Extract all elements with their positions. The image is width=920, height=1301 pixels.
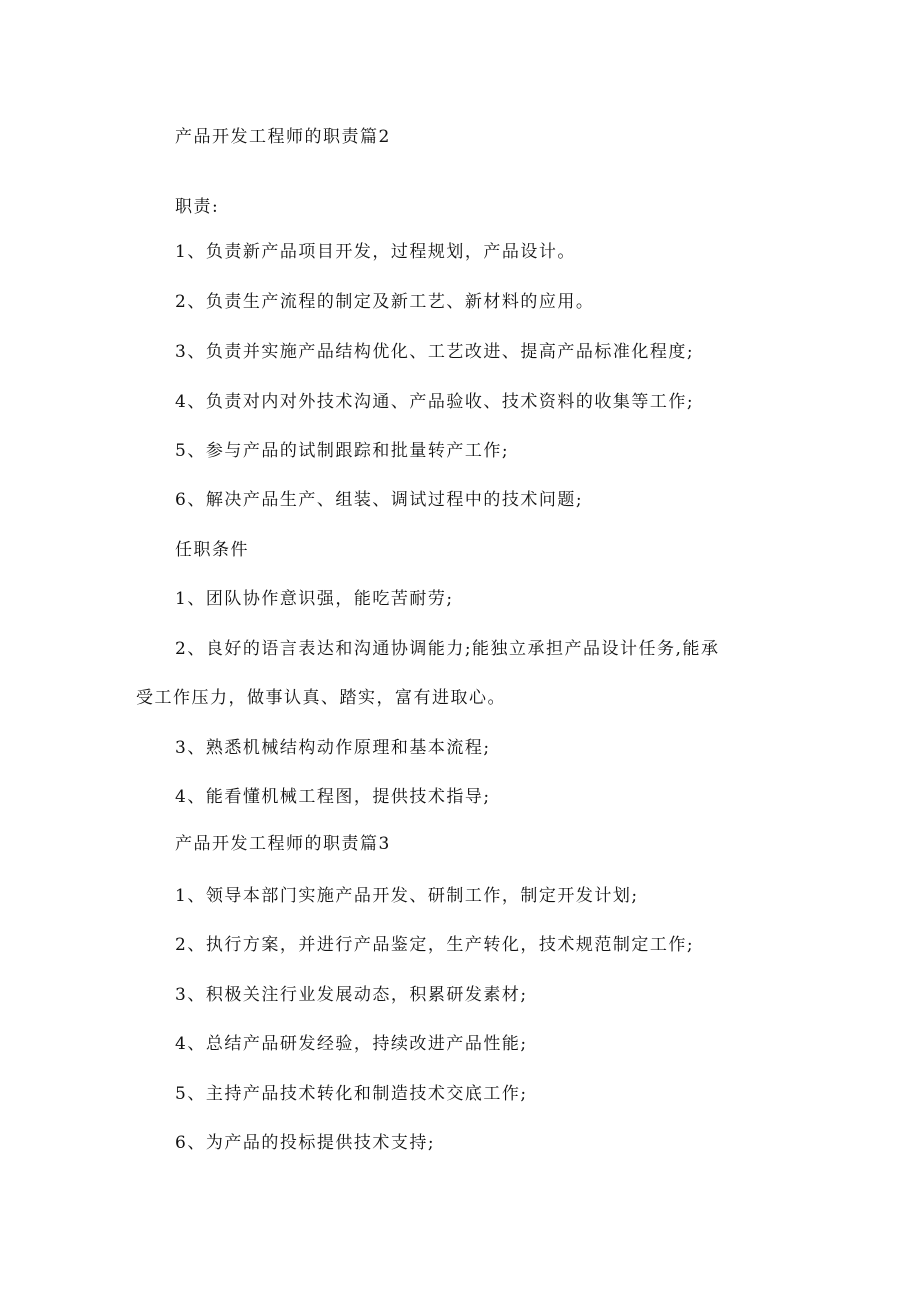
requirement-item-continuation: 受工作压力，做事认真、踏实，富有进取心。 bbox=[136, 688, 506, 708]
duty-item: 1、负责新产品项目开发，过程规划，产品设计。 bbox=[175, 242, 576, 262]
duty-item: 6、解决产品生产、组装、调试过程中的技术问题; bbox=[175, 490, 584, 510]
duty-item: 5、参与产品的试制跟踪和批量转产工作; bbox=[175, 441, 510, 461]
duty-item: 5、主持产品技术转化和制造技术交底工作; bbox=[175, 1084, 528, 1104]
duty-item: 2、执行方案，并进行产品鉴定，生产转化，技术规范制定工作; bbox=[175, 935, 695, 955]
requirements-heading: 任职条件 bbox=[175, 540, 249, 560]
section-title: 产品开发工程师的职责篇3 bbox=[175, 834, 391, 854]
requirement-item: 3、熟悉机械结构动作原理和基本流程; bbox=[175, 738, 491, 758]
duty-item: 4、总结产品研发经验，持续改进产品性能; bbox=[175, 1034, 528, 1054]
duties-heading: 职责: bbox=[175, 197, 220, 217]
requirement-item: 1、团队协作意识强，能吃苦耐劳; bbox=[175, 589, 454, 609]
duty-item: 6、为产品的投标提供技术支持; bbox=[175, 1133, 436, 1153]
requirement-item: 2、良好的语言表达和沟通协调能力;能独立承担产品设计任务,能承 bbox=[175, 639, 720, 659]
section-title: 产品开发工程师的职责篇2 bbox=[175, 127, 391, 147]
duty-item: 2、负责生产流程的制定及新工艺、新材料的应用。 bbox=[175, 292, 595, 312]
duty-item: 3、积极关注行业发展动态，积累研发素材; bbox=[175, 985, 528, 1005]
duty-item: 1、领导本部门实施产品开发、研制工作，制定开发计划; bbox=[175, 886, 639, 906]
requirement-item: 4、能看懂机械工程图，提供技术指导; bbox=[175, 787, 491, 807]
duty-item: 4、负责对内对外技术沟通、产品验收、技术资料的收集等工作; bbox=[175, 392, 695, 412]
duty-item: 3、负责并实施产品结构优化、工艺改进、提高产品标准化程度; bbox=[175, 342, 695, 362]
